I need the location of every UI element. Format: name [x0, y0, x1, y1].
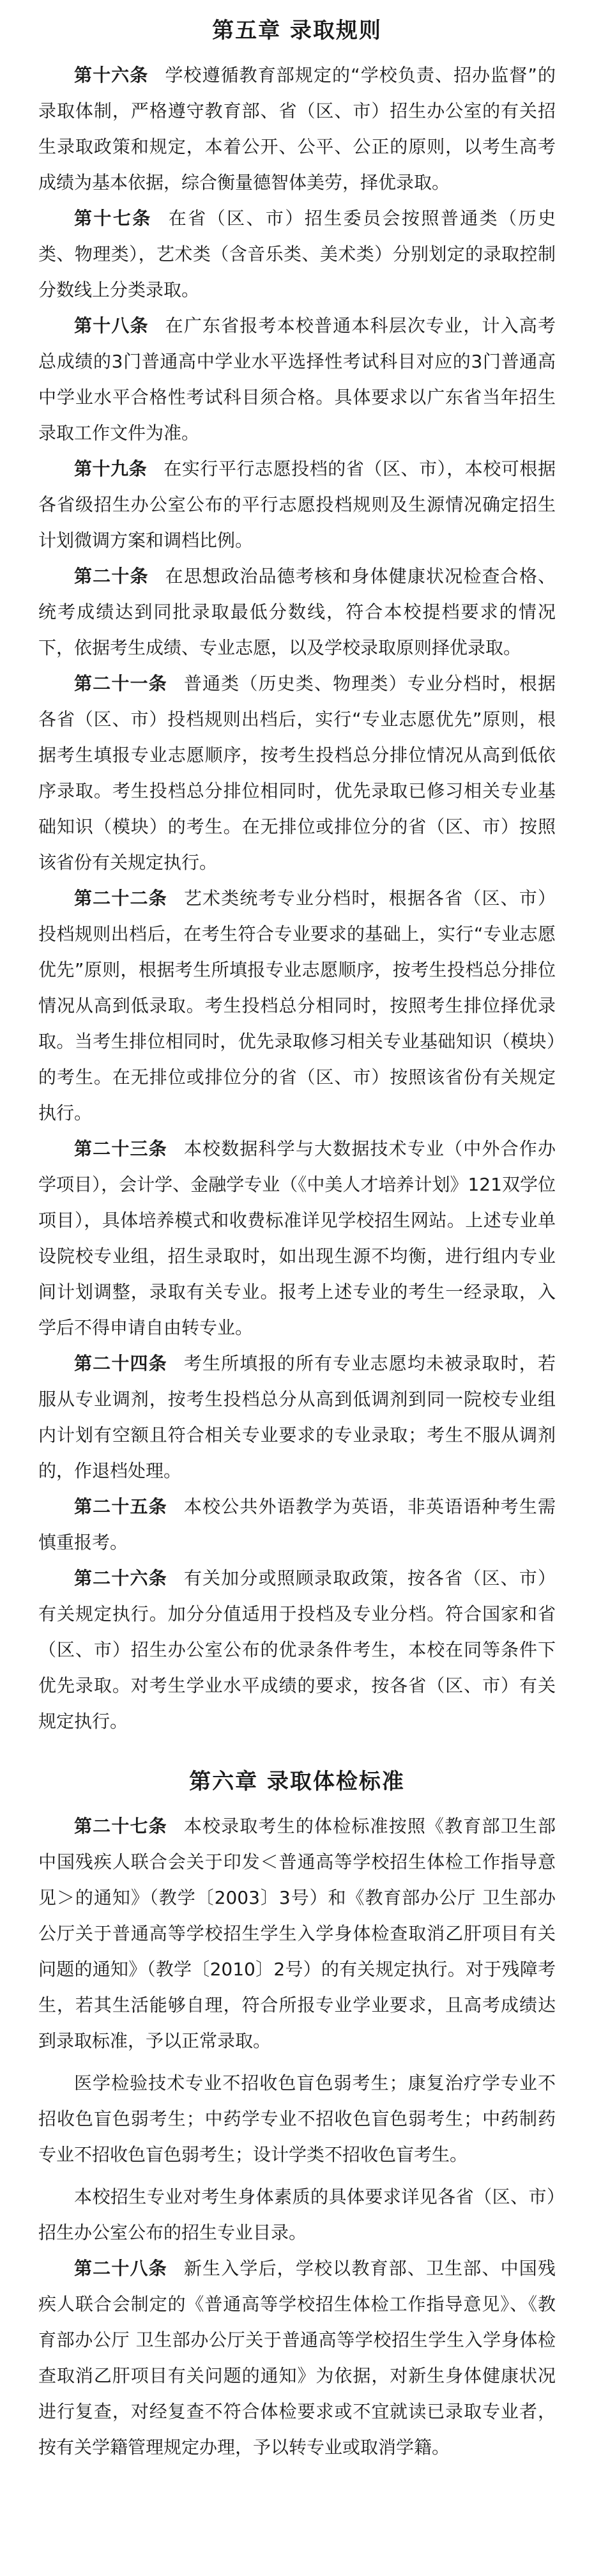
article-27 — [38, 1809, 556, 2059]
article-24 — [38, 1346, 556, 1489]
article-text: 本校公共外语教学为英语，非英语语种考生需慎重报考。 — [38, 1496, 556, 1553]
article-28 — [38, 2251, 556, 2465]
article-text: 新生入学后，学校以教育部、卫生部、中国残疾人联合会制定的《普通高等学校招生体检工作指导意见》、《教育部办公厅 卫生部办公厅关于普通高等学校招生学生入学身体检查取消乙肝项目有关问题的通知》为依据，对新生身体健康状况进行复查，对经复查不符合体检要求或不宜就读已录取专业者，按有关学籍管理规定办理，予以转专业或取消学籍。 — [38, 2258, 556, 2458]
physical-requirements-paragraph: 本校招生专业对考生身体素质的具体要求详见各省（区、市）招生办公室公布的招生专业目录。 — [38, 2186, 556, 2243]
article-text: 在广东省报考本校普通本科层次专业，计入高考总成绩的3门普通高中学业水平选择性考试科目对应的3门普通高中学业水平合格性考试科目须合格。具体要求以广东省当年招生录取工作文件为准。 — [38, 315, 556, 443]
article-number: 第十九条 — [74, 458, 148, 479]
article-text: 本校录取考生的体检标准按照《教育部卫生部 中国残疾人联合会关于印发＜普通高等学校招生体检工作指导意见＞的通知》（教学〔2003〕3号）和《教育部办公厅 卫生部办公厅关于普通高等学校招生学生入学身体检查取消乙肝项目有关问题的通知》（教学〔2010〕2号）的有关规定执行。对于残障考生，若其生活能够自理，符合所报专业学业要求，且高考成绩达到录取标准，予以正常录取。 — [38, 1816, 556, 2051]
article-text: 普通类（历史类、物理类）专业分档时，根据各省（区、市）投档规则出档后，实行“专业志愿优先”原则，根据考生填报专业志愿顺序，按考生投档总分排位情况从高到低依序录取。考生投档总分排位相同时，优先录取已修习相关专业基础知识（模块）的考生。在无排位或排位分的省（区、市）按照该省份有关规定执行。 — [38, 673, 556, 873]
article-20 — [38, 559, 556, 666]
article-number: 第十八条 — [74, 315, 149, 336]
article-23 — [38, 1131, 556, 1346]
article-16 — [38, 58, 556, 201]
article-number: 第二十五条 — [74, 1496, 167, 1517]
article-text: 学校遵循教育部规定的“学校负责、招办监督”的录取体制，严格遵守教育部、省（区、市）招生办公室的有关招生录取政策和规定，本着公开、公平、公正的原则，以考生高考成绩为基本依据，综合衡量德智体美劳，择优录取。 — [38, 65, 556, 193]
article-number: 第二十四条 — [74, 1353, 167, 1374]
article-text: 艺术类统考专业分档时，根据各省（区、市）投档规则出档后，在考生符合专业要求的基础上，实行“专业志愿优先”原则，根据考生所填报专业志愿顺序，按考生投档总分排位情况从高到低录取。考生投档总分相同时，按照考生排位择优录取。当考生排位相同时，优先录取修习相关专业基础知识（模块）的考生。在无排位或排位分的省（区、市）按照该省份有关规定执行。 — [38, 888, 556, 1123]
article-25 — [38, 1489, 556, 1561]
article-number: 第二十七条 — [74, 1816, 167, 1837]
article-26 — [38, 1561, 556, 1739]
article-21 — [38, 666, 556, 881]
article-text: 在实行平行志愿投档的省（区、市），本校可根据各省级招生办公室公布的平行志愿投档规则及生源情况确定招生计划微调方案和调档比例。 — [38, 458, 556, 551]
article-text: 本校数据科学与大数据技术专业（中外合作办学项目），会计学、金融学专业（《中美人才培养计划》121双学位项目），具体培养模式和收费标准详见学校招生网站。上述专业单设院校专业组，招生录取时，如出现生源不均衡，进行组内专业间计划调整，录取有关专业。报考上述专业的考生一经录取，入学后不得申请自由转专业。 — [38, 1138, 556, 1338]
article-text: 在省（区、市）招生委员会按照普通类（历史类、物理类），艺术类（含音乐类、美术类）分别划定的录取控制分数线上分类录取。 — [38, 208, 556, 300]
article-19 — [38, 451, 556, 559]
article-number: 第十七条 — [74, 208, 152, 229]
article-number: 第二十三条 — [74, 1138, 167, 1159]
article-text: 有关加分或照顾录取政策，按各省（区、市）有关规定执行。加分分值适用于投档及专业分档。符合国家和省（区、市）招生办公室公布的优录条件考生，本校在同等条件下优先录取。对考生学业水平成绩的要求，按各省（区、市）有关规定执行。 — [38, 1568, 556, 1732]
medical-restrictions-paragraph: 医学检验技术专业不招收色盲色弱考生；康复治疗学专业不招收色盲色弱考生；中药学专业不招收色盲色弱考生；中药制药专业不招收色盲色弱考生；设计学类不招收色盲考生。 — [38, 2072, 556, 2165]
article-number: 第二十八条 — [74, 2258, 167, 2279]
article-number: 第十六条 — [74, 65, 149, 86]
article-18 — [38, 308, 556, 451]
article-number: 第二十二条 — [74, 888, 167, 909]
article-number: 第二十条 — [74, 566, 149, 587]
chapter-5-title: 第五章 录取规则 — [212, 18, 382, 43]
article-text: 在思想政治品德考核和身体健康状况检查合格、统考成绩达到同批录取最低分数线，符合本校提档要求的情况下，依据考生成绩、专业志愿，以及学校录取原则择优录取。 — [38, 566, 556, 658]
chapter-6-title: 第六章 录取体检标准 — [189, 1769, 405, 1794]
article-22 — [38, 881, 556, 1131]
article-number: 第二十一条 — [74, 673, 167, 694]
article-number: 第二十六条 — [74, 1568, 167, 1589]
article-17 — [38, 201, 556, 308]
article-text: 考生所填报的所有专业志愿均未被录取时，若服从专业调剂，按考生投档总分从高到低调剂到同一院校专业组内计划有空额且符合相关专业要求的专业录取；考生不服从调剂的，作退档处理。 — [38, 1353, 556, 1481]
